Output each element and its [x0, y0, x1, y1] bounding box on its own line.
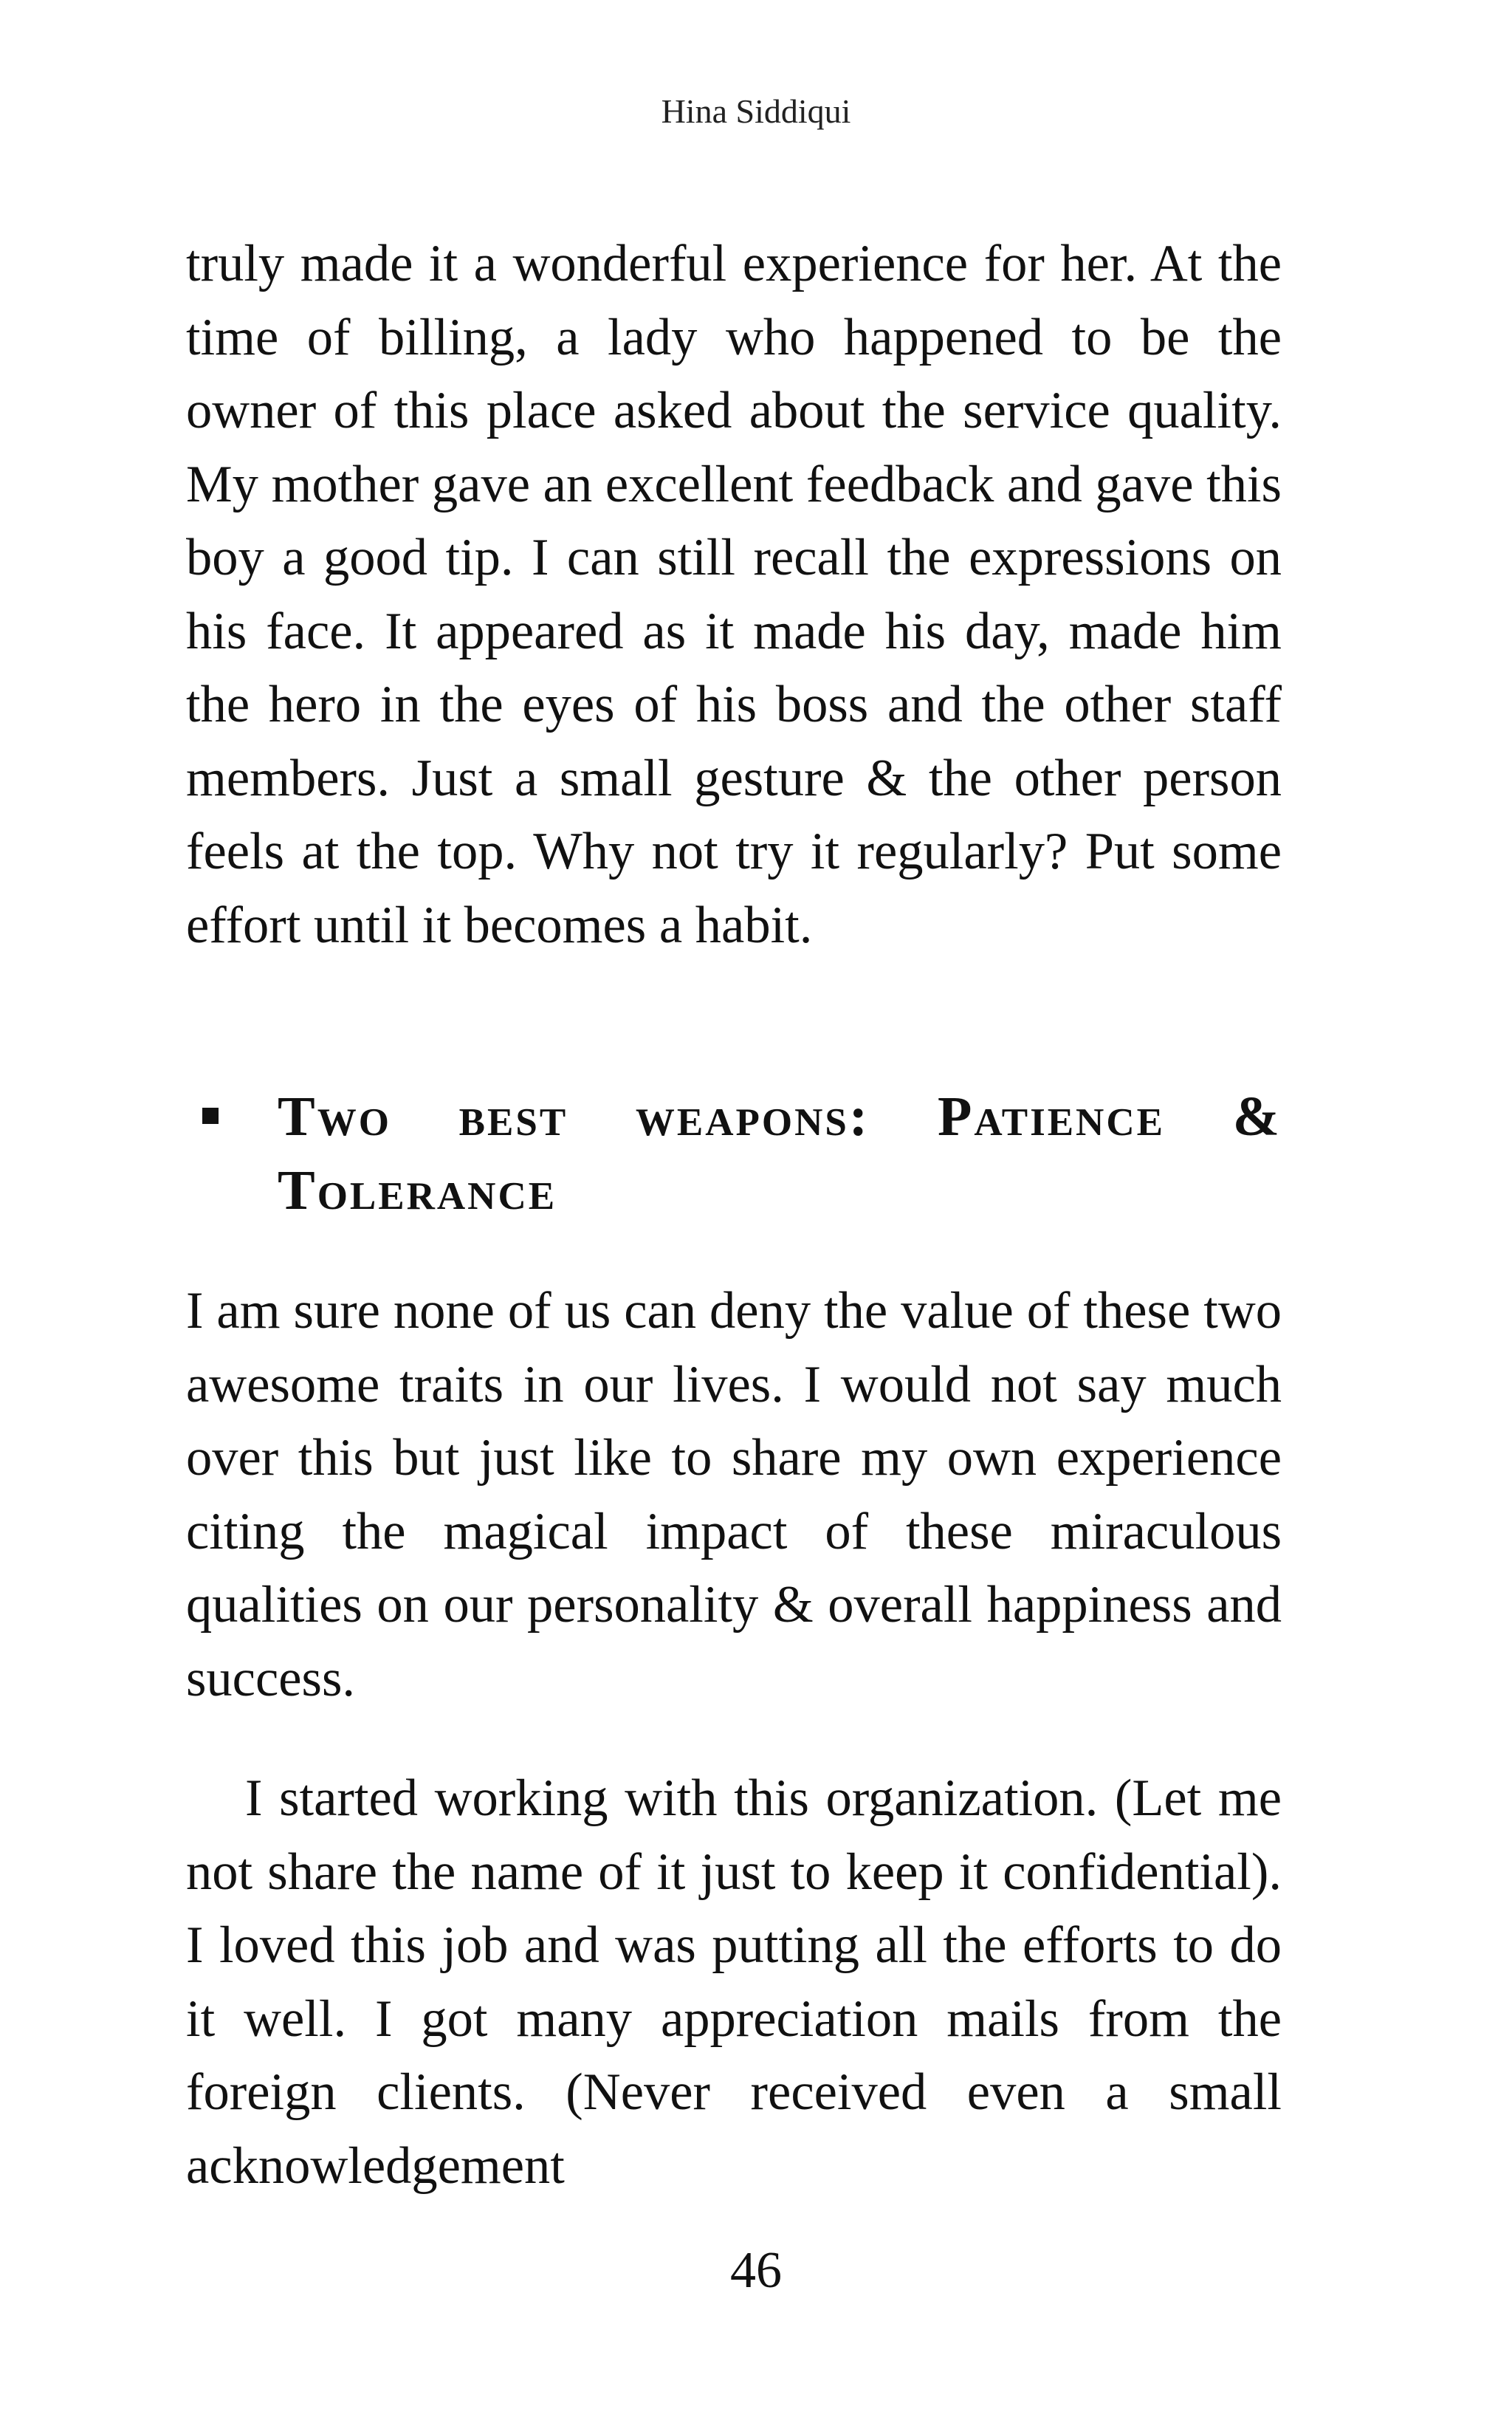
paragraph-continuation: truly made it a wonderful experience for her. At the time of billing, a lady who happened to be the owner of this place asked about the service quality. My mother gave an excellent feedback and gave this boy a good tip. I can still recall the expressions on his face. It appeared as it made his day, made him the hero in the eyes of his boss and the other staff members. Just a small gesture & the other person feels at the top. Why not try it regularly? Put some effort until it becomes a habit. [186, 235, 1282, 954]
square-bullet-icon [202, 1108, 219, 1124]
section-heading-text: Two best weapons: Patience & Tolerance [278, 1086, 1282, 1221]
running-header-author: Hina Siddiqui [661, 92, 851, 130]
paragraph-intro: I am sure none of us can deny the value of these two awesome traits in our lives. I would not say much over this but just like to share my own experience citing the magical impact of these miraculous qualities on our personality & overall happiness and success. [186, 1282, 1282, 1707]
section-heading [186, 1080, 1282, 1227]
paragraph-story: I started working with this organization. (Let me not share the name of it just to keep it confidential). I loved this job and was putting all the efforts to do it well. I got many appreciation mails from the foreign clients. (Never received even a small acknowledgement [186, 1769, 1282, 2195]
page-number: 46 [730, 2242, 782, 2299]
